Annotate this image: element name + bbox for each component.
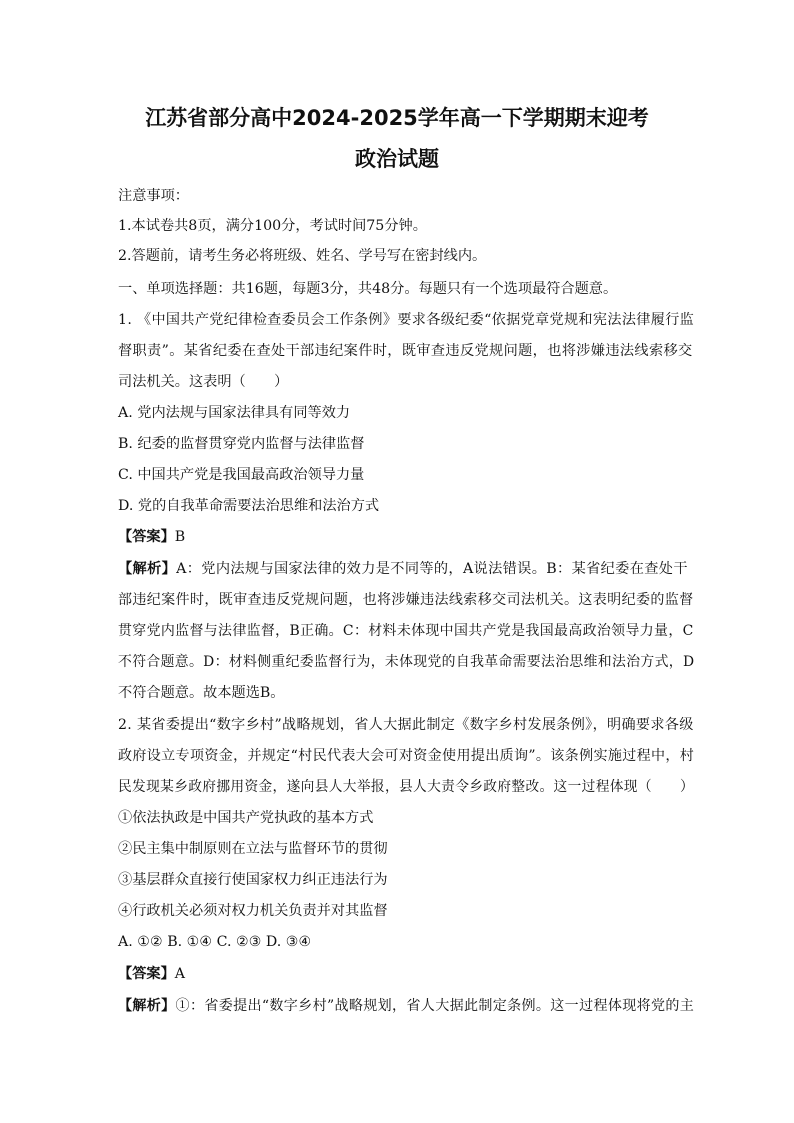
- analysis-line: [118, 996, 694, 1016]
- statement-4: ④行政机关必须对权力机关负责并对其监督: [118, 903, 388, 919]
- analysis-label: 【解析】: [118, 561, 177, 577]
- option-b: B. 纪委的监督贯穿党内监督与法律监督: [118, 436, 365, 452]
- question-stem-line: 督职责”。某省纪委在查处干部违纪案件时，既审查违反党规问题，也将涉嫌违法线索移交: [118, 343, 693, 359]
- analysis-label: 【解析】: [118, 998, 176, 1014]
- answer-line: [118, 527, 185, 547]
- analysis-line: 不符合题意。故本题选B。: [118, 685, 285, 701]
- answer-value: B: [174, 529, 186, 545]
- page-subtitle: 政治试题: [355, 147, 439, 171]
- statement-2: ②民主集中制原则在立法与监督环节的贯彻: [118, 841, 388, 857]
- question-stem-line: 2. 某省委提出“数字乡村”战略规划，省人大据此制定《数字乡村发展条例》，明确要求各级: [118, 717, 694, 733]
- statement-3: ③基层群众直接行使国家权力纠正违法行为: [118, 872, 388, 888]
- answer-label: 【答案】: [118, 529, 175, 545]
- options-line: A. ①② B. ①④ C. ②③ D. ③④: [118, 934, 312, 950]
- notice-heading: 注意事项：: [118, 188, 189, 204]
- analysis-line: 不符合题意。D：材料侧重纪委监督行为，未体现党的自我革命需要法治思维和法治方式，D: [118, 654, 695, 670]
- analysis-line: 贯穿党内监督与法律监督，B正确。C：材料未体现中国共产党是我国最高政治领导力量，C: [118, 623, 694, 639]
- notice-item: 1.本试卷共8页，满分100分，考试时间75分钟。: [118, 218, 427, 234]
- answer-value: A: [174, 966, 186, 982]
- section-heading: 一、单项选择题：共16题，每题3分，共48分。每题只有一个选项最符合题意。: [118, 281, 618, 297]
- answer-label: 【答案】: [118, 966, 175, 982]
- analysis-text: ①：省委提出“数字乡村”战略规划，省人大据此制定条例。这一过程体现将党的主: [175, 998, 695, 1014]
- option-a: A. 党内法规与国家法律具有同等效力: [118, 405, 351, 421]
- statement-1: ①依法执政是中国共产党执政的基本方式: [118, 810, 374, 826]
- question-stem-line: 民发现某乡政府挪用资金，遂向县人大举报，县人大责令乡政府整改。这一过程体现（ ）: [118, 779, 695, 795]
- answer-line: [118, 964, 185, 984]
- analysis-line: [118, 559, 688, 579]
- question-stem-line: 1. 《中国共产党纪律检查委员会工作条例》要求各级纪委“依据党章党规和宪法法律履行监: [118, 312, 695, 328]
- option-d: D. 党的自我革命需要法治思维和法治方式: [118, 498, 380, 514]
- question-stem-line: 政府设立专项资金，并规定“村民代表大会可对资金使用提出质询”。该条例实施过程中，村: [118, 748, 695, 764]
- notice-item: 2.答题前，请考生务必将班级、姓名、学号写在密封线内。: [118, 248, 487, 264]
- analysis-text: A：党内法规与国家法律的效力是不同等的，A说法错误。B：某省纪委在查处干: [176, 561, 688, 577]
- question-stem-line: 司法机关。这表明（ ）: [118, 374, 289, 390]
- page-title: 江苏省部分高中2024-2025学年高一下学期期末迎考: [145, 106, 649, 130]
- option-c: C. 中国共产党是我国最高政治领导力量: [118, 467, 365, 483]
- analysis-line: 部违纪案件时，既审查违反党规问题，也将涉嫌违法线索移交司法机关。这表明纪委的监督: [118, 592, 694, 608]
